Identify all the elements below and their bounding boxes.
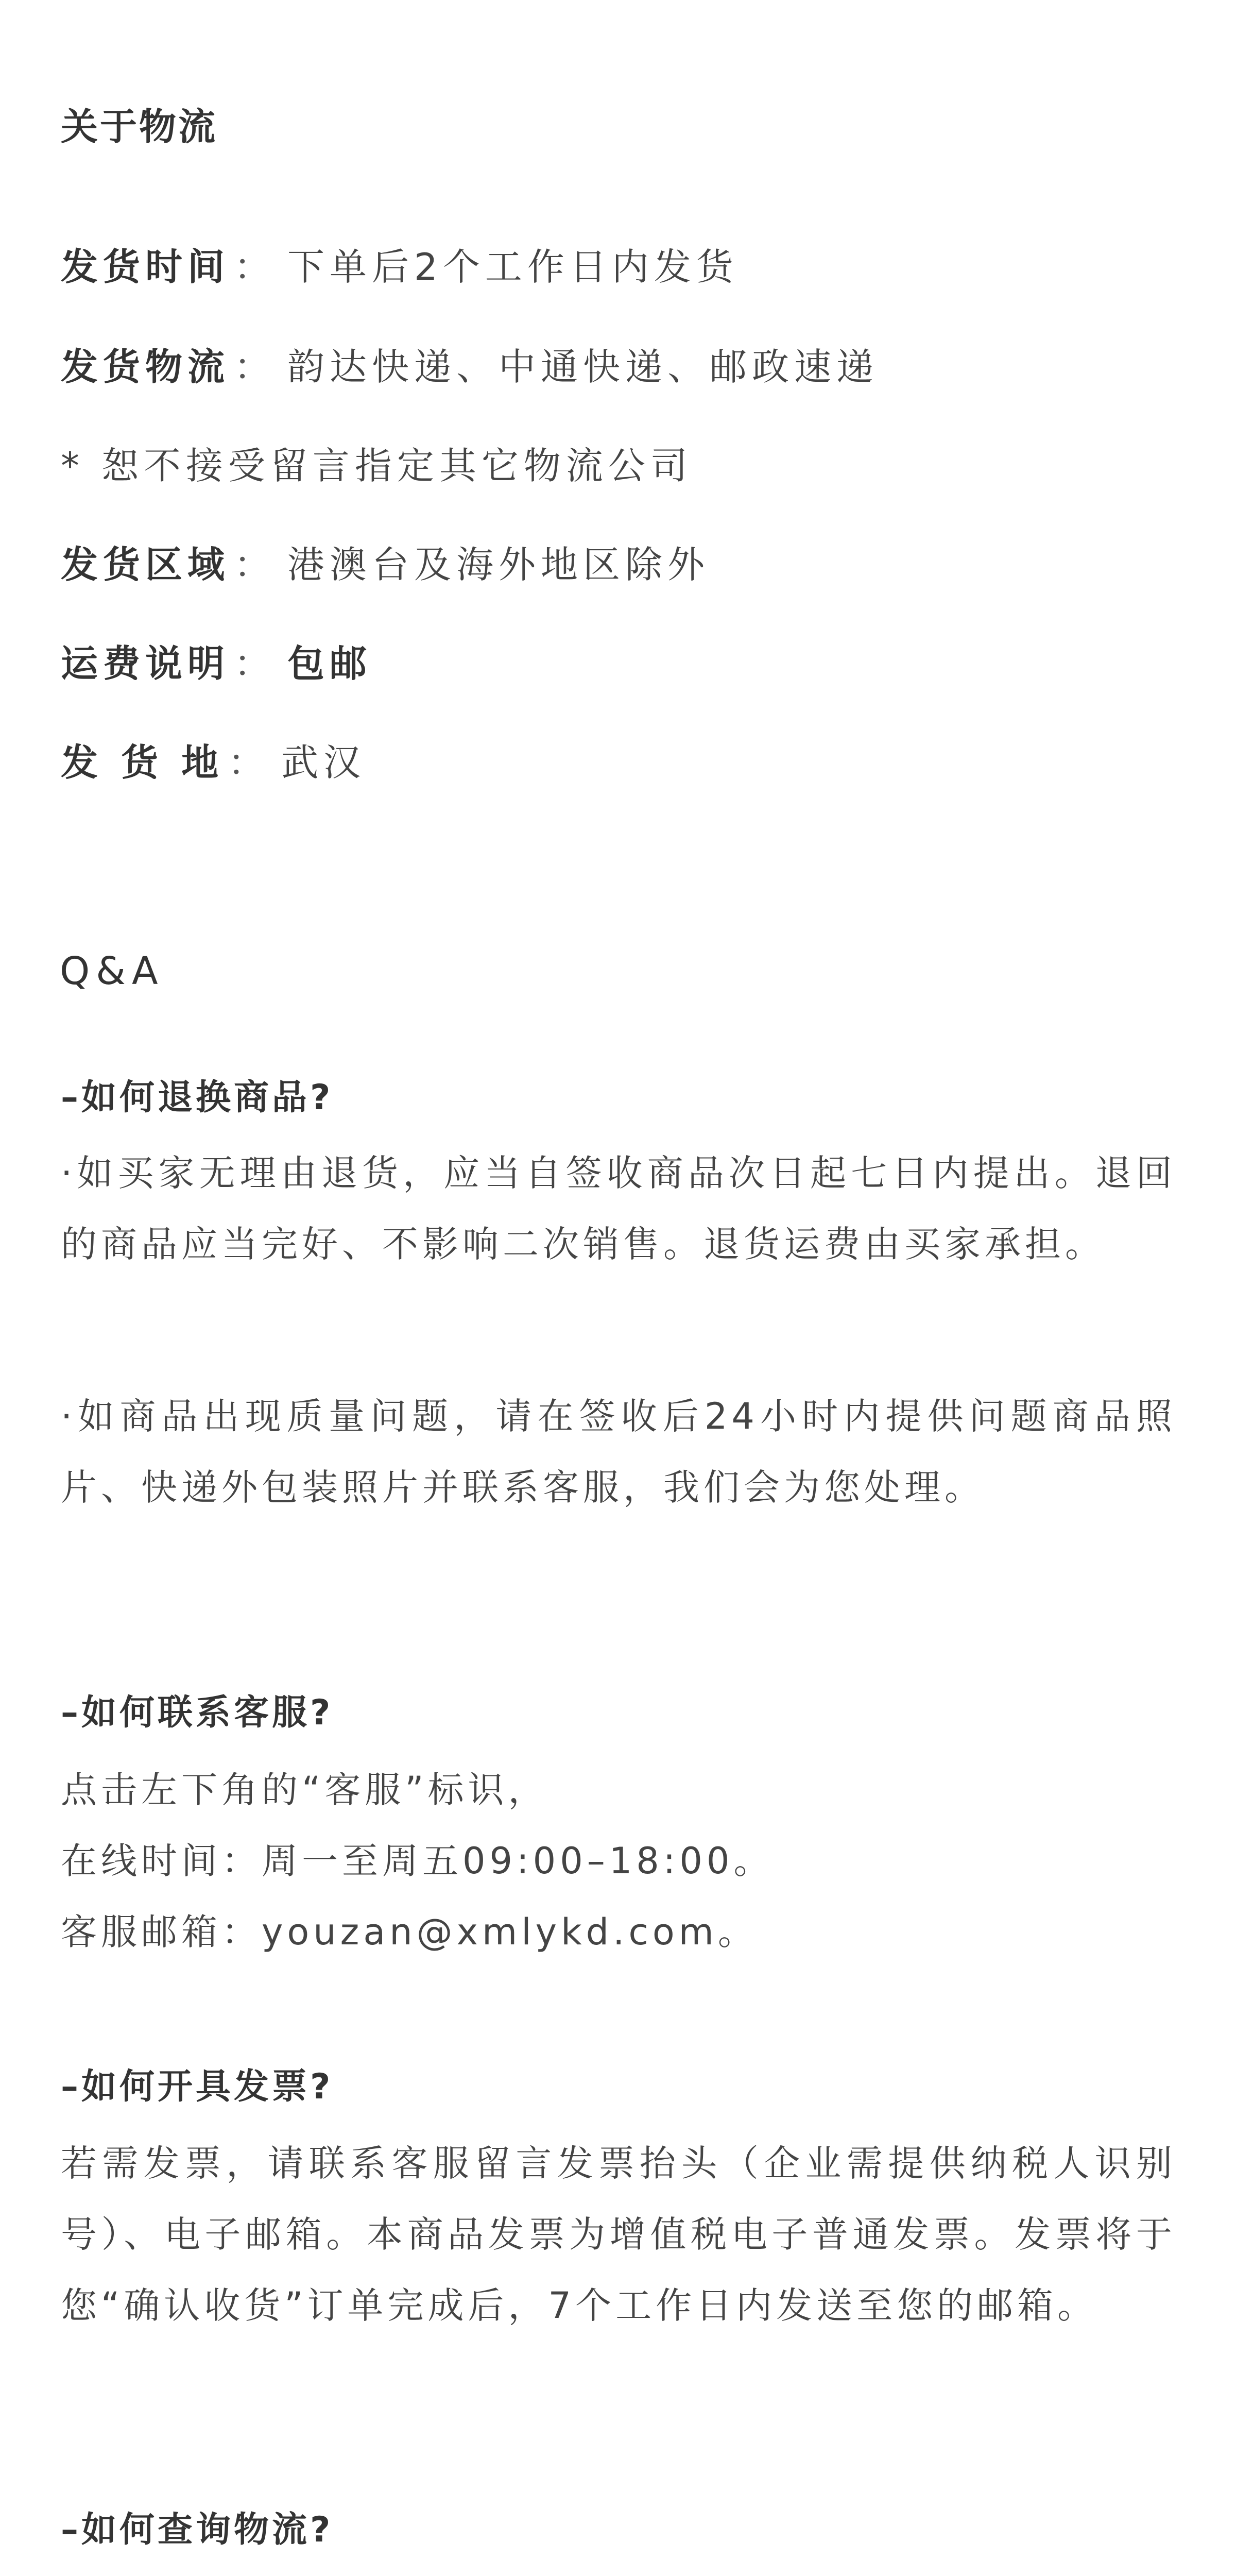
shipping-time-row [61,245,739,289]
ship-from-value: 武汉 [281,741,366,784]
answer-invoice-paragraph: 若需发票，请联系客服留言发票抬头（企业需提供纳税人识别号）、电子邮箱。本商品发票为增值税电子普通发票。发票将于您“确认收货”订单完成后，7个工作日内发送至您的邮箱。 [61,2142,1176,2327]
contact-line: 点击左下角的“客服”标识， [61,1769,548,1811]
service-hours-line: 在线时间：周一至周五09:00–18:00。 [61,1840,774,1882]
shipping-region-row [61,543,710,586]
qa-title: Q&A [60,949,164,993]
shipping-fee-label: 运费说明 [61,642,230,685]
separator: ： [234,642,277,685]
question-contact: –如何联系客服? [61,1692,334,1733]
carrier-note [61,444,693,487]
question-return: –如何退换商品? [61,1077,334,1118]
carrier-label: 发货物流 [61,345,230,388]
shipping-fee-value: 包邮 [287,642,372,685]
question-invoice: –如何开具发票? [61,2066,334,2107]
carrier-value: 韵达快递、中通快递、邮政速递 [287,345,879,388]
separator: ： [234,543,277,586]
shipping-region-value: 港澳台及海外地区除外 [287,543,710,586]
shipping-fee-row [61,642,372,685]
ship-from-label: 发 货 地 [61,741,224,784]
shipping-time-value: 下单后2个工作日内发货 [287,245,739,289]
logistics-title: 关于物流 [61,105,218,148]
question-tracking: –如何查询物流? [61,2510,334,2550]
separator: ： [228,741,270,784]
answer-return-paragraph: ·如买家无理由退货，应当自签收商品次日起七日内提出。退回的商品应当完好、不影响二次销售。退货运费由买家承担。 [61,1152,1176,1265]
separator: ： [234,245,277,289]
answer-quality-paragraph: ·如商品出现质量问题，请在签收后24小时内提供问题商品照片、快递外包装照片并联系客服，我们会为您处理。 [61,1395,1176,1509]
separator: ： [234,345,277,388]
service-email-line: 客服邮箱：youzan@xmlykd.com。 [61,1911,758,1953]
carrier-note-text: * 恕不接受留言指定其它物流公司 [61,444,693,487]
carrier-row [61,345,879,388]
shipping-time-label: 发货时间 [61,245,230,289]
shipping-region-label: 发货区域 [61,543,230,586]
answer-tracking-paragraph [61,2571,1176,2576]
ship-from-row [61,741,366,784]
